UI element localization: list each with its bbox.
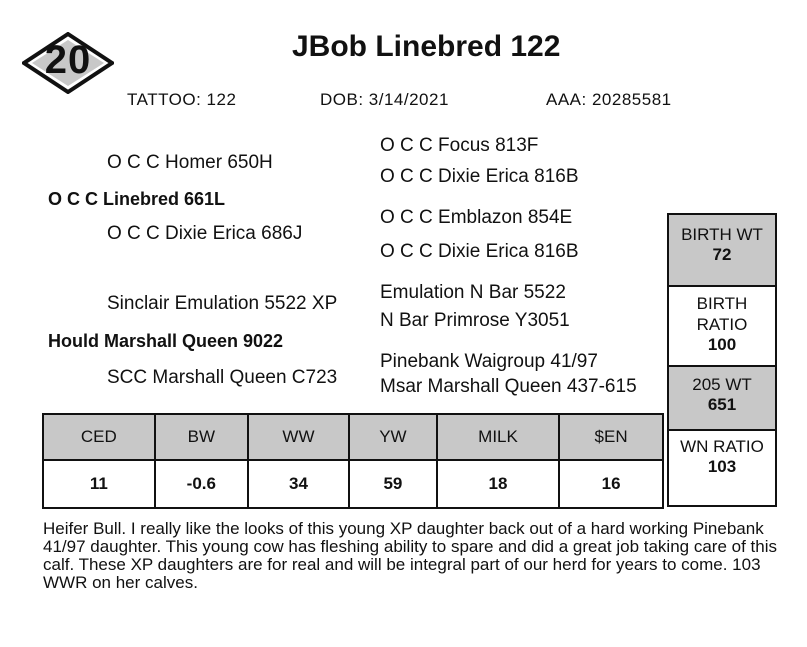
stat-value: 72 <box>712 245 732 264</box>
epd-header-yw: YW <box>349 414 437 460</box>
epd-header-ced: CED <box>43 414 155 460</box>
epd-value-ced: 11 <box>43 460 155 508</box>
epd-header-milk: MILK <box>437 414 559 460</box>
epd-value-bw: -0.6 <box>155 460 248 508</box>
epd-header-row <box>43 414 663 460</box>
dam: Hould Marshall Queen 9022 <box>48 331 284 351</box>
epd-header-bw: BW <box>155 414 248 460</box>
animal-name: JBob Linebred 122 <box>292 30 561 63</box>
epd-value-milk: 18 <box>437 460 559 508</box>
sire-sire: O C C Homer 650H <box>107 152 273 173</box>
dam-sire-sire: Emulation N Bar 5522 <box>380 282 566 303</box>
tattoo: TATTOO: 122 <box>127 90 237 109</box>
stat-value: 651 <box>707 395 737 414</box>
registration: AAA: 20285581 <box>546 90 672 109</box>
dam-sire-dam: N Bar Primrose Y3051 <box>380 310 570 331</box>
stat-value: 103 <box>707 457 737 476</box>
epd-header-en: $EN <box>559 414 663 460</box>
sire-dam: O C C Dixie Erica 686J <box>107 223 303 244</box>
epd-table <box>42 413 664 509</box>
stat-birth-weight <box>669 215 775 287</box>
description-text: Heifer Bull. I really like the looks of this young XP daughter back out of a hard working Pinebank 41/97 daughter. This young cow has fleshing ability to spare and did a great job taking care of this calf. These XP daughters are for real and will be integral part of our herd for years to come. 103 WWR on her calves. <box>43 519 777 592</box>
sire-dam-dam: O C C Dixie Erica 816B <box>380 241 579 262</box>
dam-dam-dam: Msar Marshall Queen 437-615 <box>380 376 637 397</box>
epd-value-ww: 34 <box>248 460 349 508</box>
dam-sire: Sinclair Emulation 5522 XP <box>107 293 338 314</box>
epd-header-ww: WW <box>248 414 349 460</box>
sire-sire-dam: O C C Dixie Erica 816B <box>380 166 579 187</box>
sire: O C C Linebred 661L <box>48 189 226 209</box>
dam-dam-sire: Pinebank Waigroup 41/97 <box>380 351 598 372</box>
stat-label: WN RATIO <box>680 437 764 456</box>
epd-value-en: 16 <box>559 460 663 508</box>
sire-dam-sire: O C C Emblazon 854E <box>380 207 573 228</box>
lot-number: 20 <box>44 38 92 82</box>
stat-label: BIRTH RATIO <box>696 294 748 334</box>
stat-205-weight <box>669 367 775 431</box>
stat-wean-ratio <box>669 431 775 505</box>
epd-value-yw: 59 <box>349 460 437 508</box>
stat-label: 205 WT <box>692 375 752 394</box>
dob: DOB: 3/14/2021 <box>320 90 449 109</box>
sire-sire-sire: O C C Focus 813F <box>380 135 539 156</box>
stat-value: 100 <box>707 335 737 354</box>
epd-value-row <box>43 460 663 508</box>
lot-badge <box>22 32 114 94</box>
stat-birth-ratio <box>669 287 775 367</box>
stat-label: BIRTH WT <box>681 225 763 244</box>
performance-stats <box>667 213 777 507</box>
dam-dam: SCC Marshall Queen C723 <box>107 367 338 388</box>
